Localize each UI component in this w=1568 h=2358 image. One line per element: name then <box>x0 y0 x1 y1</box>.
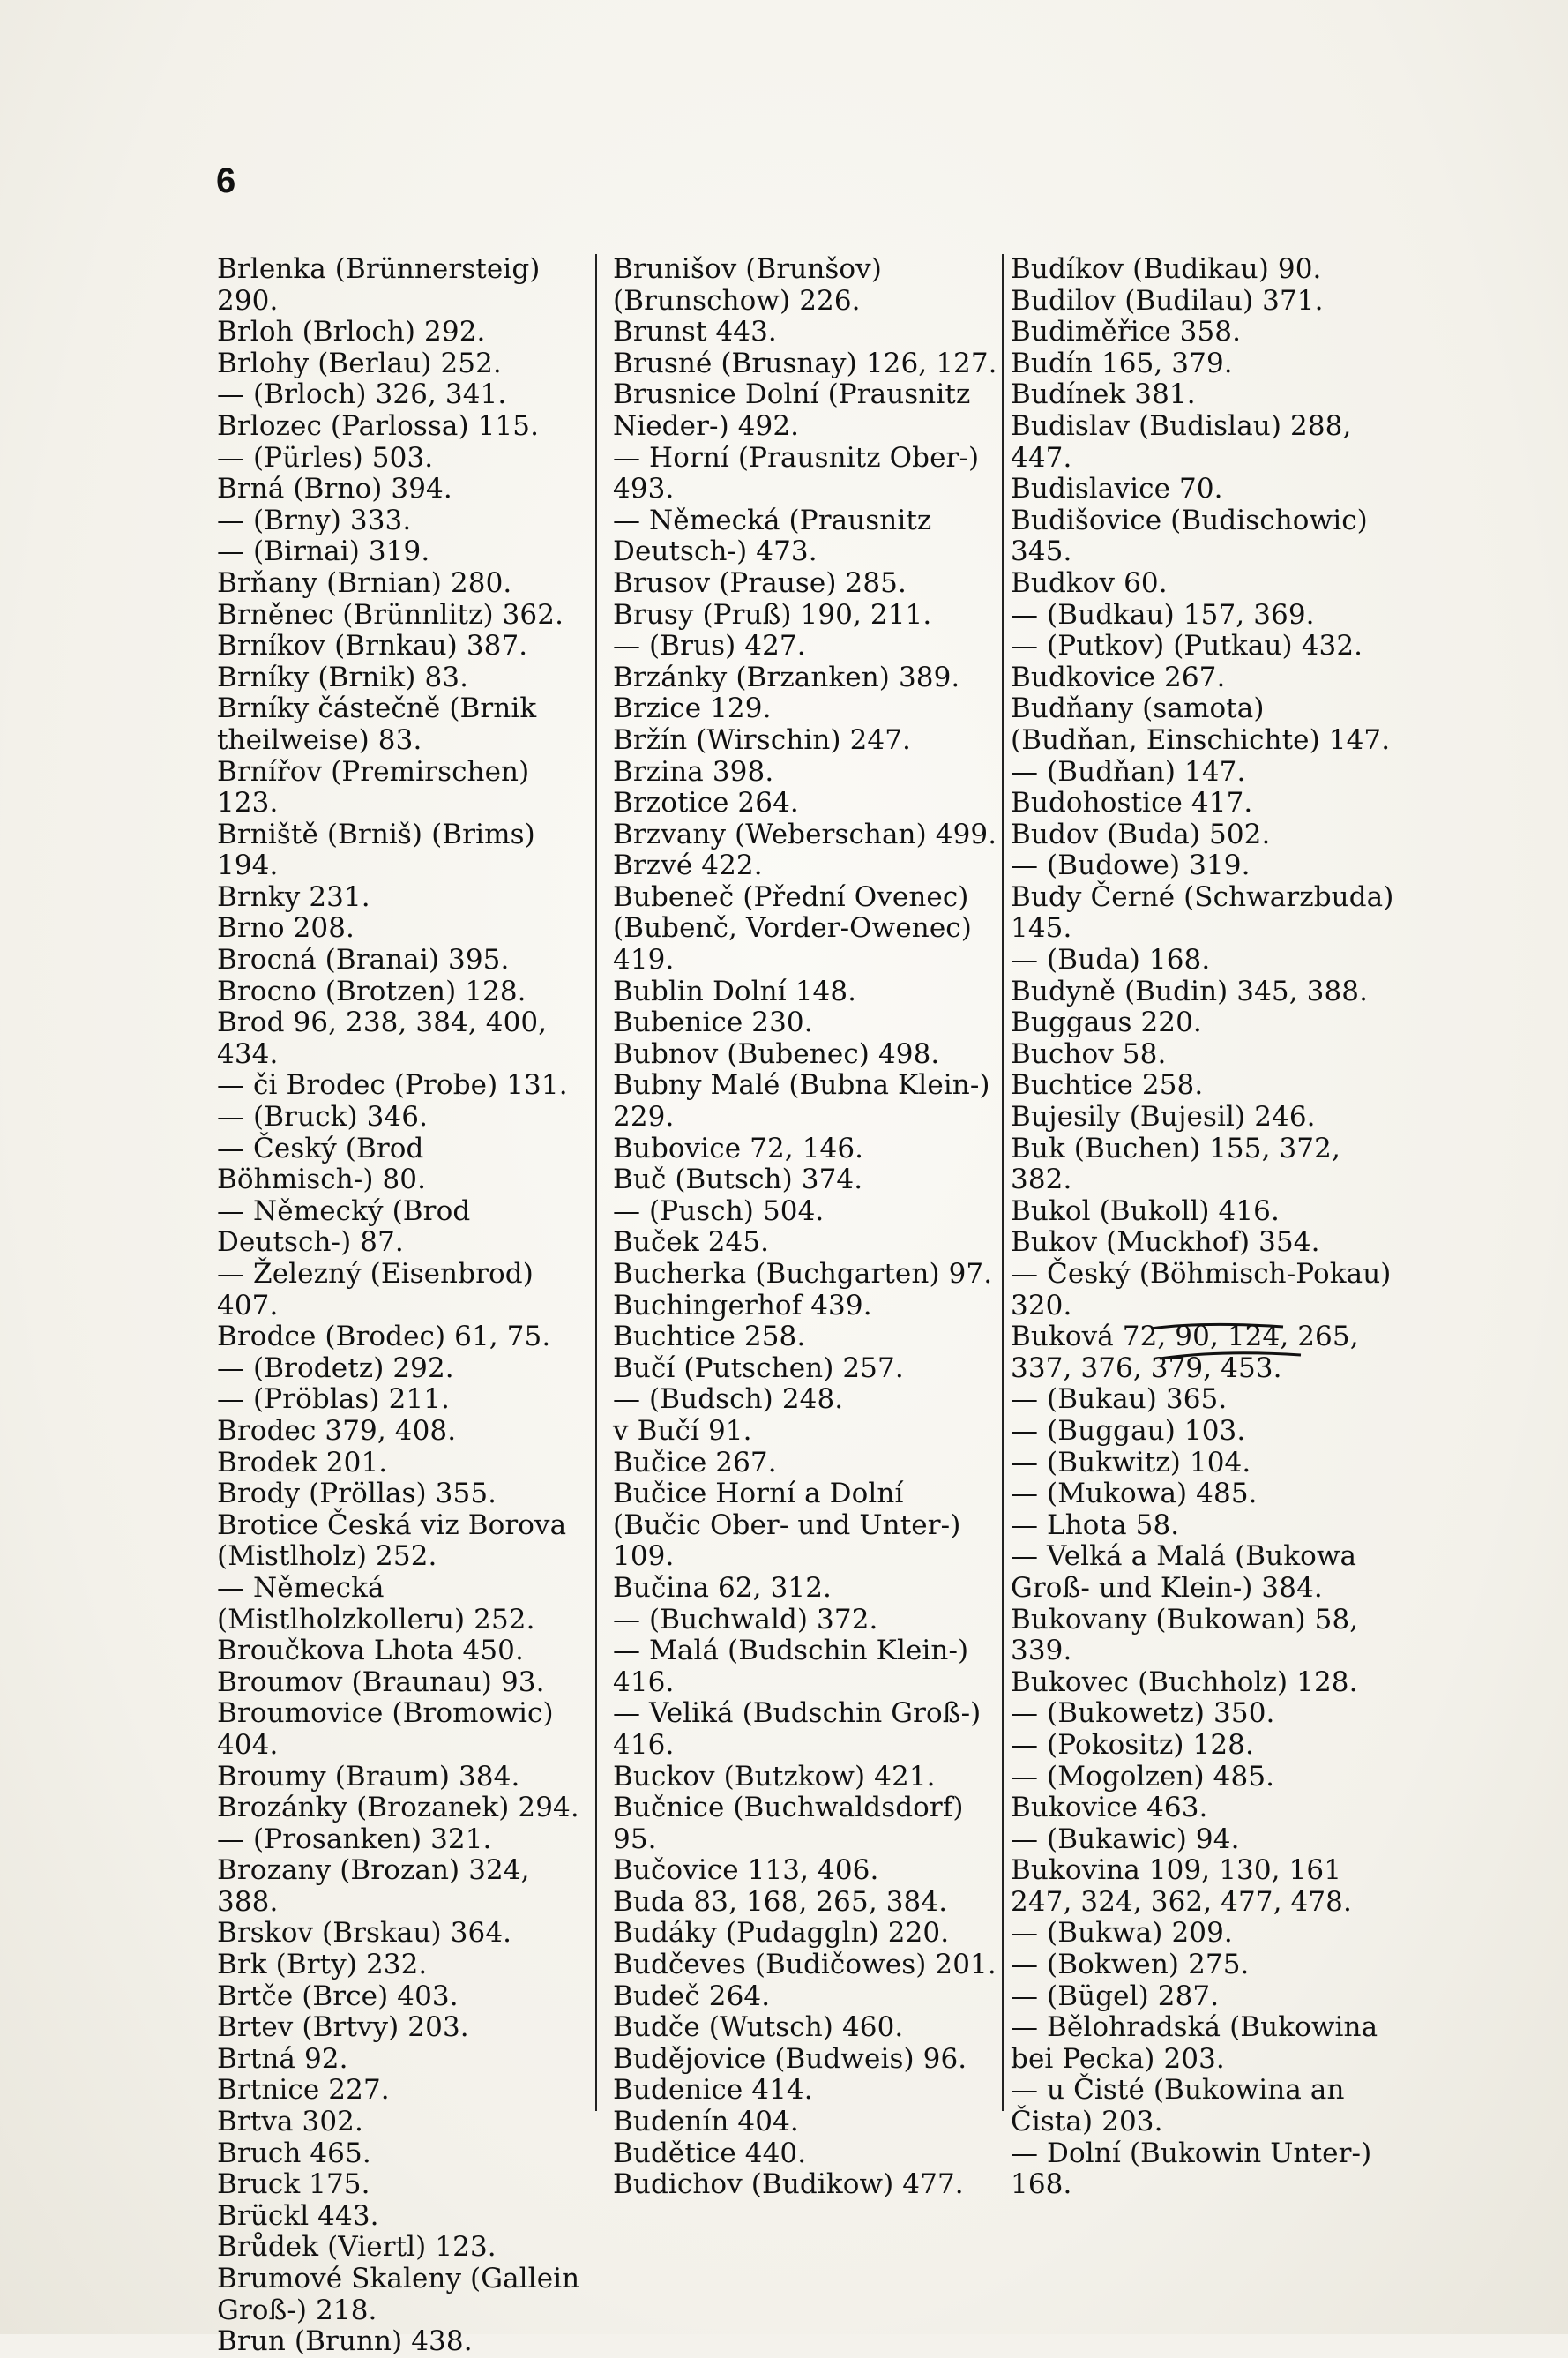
index-entry: Buchingerhof 439. <box>613 1289 872 1321</box>
index-entry: — Německý (Brod Deutsch-) 87. <box>217 1194 471 1259</box>
index-entry: Brody (Pröllas) 355. <box>217 1478 497 1510</box>
index-entry: Broučkova Lhota 450. <box>217 1635 524 1667</box>
index-entry: Brtev (Brtvy) 203. <box>217 2011 469 2044</box>
index-entry: — (Buda) 168. <box>1011 944 1211 977</box>
index-entry: Budínek 381. <box>1011 378 1196 411</box>
index-entry: — Horní (Prausnitz Ober-) 493. <box>613 441 980 505</box>
column-divider <box>595 254 597 2111</box>
index-entry: — (Bokwen) 275. <box>1011 1949 1250 1981</box>
index-entry: Brusov (Prause) 285. <box>613 566 907 599</box>
index-entry: Brzánky (Brzanken) 389. <box>613 661 960 693</box>
index-entry: Buckov (Butzkow) 421. <box>613 1760 936 1793</box>
index-entry: Brod 96, 238, 384, 400, 434. <box>217 1007 548 1070</box>
index-column-1 <box>217 254 587 2358</box>
index-entry: Broumovice (Bromowic) 404. <box>217 1697 554 1761</box>
index-entry: — (Mukowa) 485. <box>1011 1478 1258 1510</box>
index-entry: Brusné (Brusnay) 126, 127. <box>613 347 997 379</box>
index-entry: Bubnov (Bubenec) 498. <box>613 1037 940 1070</box>
index-entry: Budilov (Budilau) 371. <box>1011 284 1324 317</box>
index-entry: Brunst 443. <box>613 316 777 348</box>
index-entry: Buchtice 258. <box>1011 1069 1204 1102</box>
index-entry: — (Budkau) 157, 369. <box>1011 598 1315 631</box>
index-entry: Budčeves (Budičowes) 201. <box>613 1949 997 1981</box>
index-entry: Brusy (Pruß) 190, 211. <box>613 598 932 631</box>
index-entry: Budiměřice 358. <box>1011 316 1242 348</box>
index-entry: Brnířov (Premirschen) 123. <box>217 755 530 820</box>
index-entry: — (Bukowetz) 350. <box>1011 1697 1275 1730</box>
index-entry: Brlohy (Berlau) 252. <box>217 347 502 379</box>
index-entry: — Malá (Budschin Klein-) 416. <box>613 1635 969 1698</box>
index-entry: Brtva 302. <box>217 2106 363 2138</box>
index-entry: Brun (Brunn) 438. <box>217 2325 473 2358</box>
index-entry: — (Pürles) 503. <box>217 441 434 474</box>
index-entry: Budišovice (Budischowic) 345. <box>1011 504 1368 568</box>
index-entry: Brniště (Brniš) (Brims) 194. <box>217 818 535 882</box>
index-entry: Brno 208. <box>217 912 355 945</box>
index-entry: — (Brny) 333. <box>217 504 412 536</box>
index-entry: Bubovice 72, 146. <box>613 1132 864 1164</box>
index-entry: Budenín 404. <box>613 2106 799 2138</box>
index-entry: Budy Černé (Schwarzbuda) 145. <box>1011 880 1394 945</box>
index-entry: — (Bügel) 287. <box>1011 1980 1220 2012</box>
index-entry: Bučina 62, 312. <box>613 1571 833 1604</box>
index-entry: Bruch 465. <box>217 2137 371 2169</box>
index-entry: Buchtice 258. <box>613 1321 806 1353</box>
index-entry: Bujesily (Bujesil) 246. <box>1011 1101 1316 1134</box>
index-entry: — (Budsch) 248. <box>613 1383 844 1416</box>
index-entry: — (Brloch) 326, 341. <box>217 378 507 411</box>
index-entry: Budíkov (Budikau) 90. <box>1011 253 1322 285</box>
index-entry: Brlenka (Brünnersteig) 290. <box>217 253 541 317</box>
index-entry: Brodek 201. <box>217 1446 388 1478</box>
index-entry: — či Brodec (Probe) 131. <box>217 1069 568 1102</box>
index-entry: Budislav (Budislau) 288, 447. <box>1011 409 1352 474</box>
index-entry: Buggaus 220. <box>1011 1007 1202 1039</box>
index-entry: Broumy (Braum) 384. <box>217 1760 520 1793</box>
index-entry: — Český (Brod Böhmisch-) 80. <box>217 1132 427 1196</box>
index-entry: Brzice 129. <box>613 692 772 725</box>
index-entry: — Český (Böhmisch-Pokau) 320. <box>1011 1258 1392 1321</box>
index-entry: — (Pusch) 504. <box>613 1194 825 1227</box>
index-entry: Brodec 379, 408. <box>217 1414 457 1447</box>
index-entry: — Bělohradská (Bukowina bei Pecka) 203. <box>1011 2011 1378 2075</box>
index-entry: — (Bruck) 346. <box>217 1101 429 1134</box>
index-entry: Budkov 60. <box>1011 566 1168 599</box>
index-entry: Brůdek (Viertl) 123. <box>217 2231 497 2264</box>
index-entry: — Železný (Eisenbrod) 407. <box>217 1258 534 1321</box>
index-entry: Budějovice (Budweis) 96. <box>613 2042 967 2075</box>
index-entry: — Lhota 58. <box>1011 1508 1180 1541</box>
index-entry: — Dolní (Bukowin Unter-) 168. <box>1011 2137 1372 2201</box>
index-entry: Brocno (Brotzen) 128. <box>217 975 526 1007</box>
index-entry: Brnky 231. <box>217 880 370 913</box>
index-entry: Brzvé 422. <box>613 850 763 882</box>
index-entry: — (Bukau) 365. <box>1011 1383 1228 1416</box>
index-entry: Brzina 398. <box>613 755 774 788</box>
index-entry: Brtná 92. <box>217 2042 348 2075</box>
index-entry: — (Buggau) 103. <box>1011 1414 1246 1447</box>
index-entry: Bukol (Bukoll) 416. <box>1011 1194 1280 1227</box>
index-entry: Budáky (Pudaggln) 220. <box>613 1917 950 1950</box>
index-entry: Budín 165, 379. <box>1011 347 1233 379</box>
index-entry: Broumov (Braunau) 93. <box>217 1666 545 1698</box>
index-entry: — (Mogolzen) 485. <box>1011 1760 1275 1793</box>
index-entry: Budov (Buda) 502. <box>1011 818 1271 850</box>
index-entry: Brusnice Dolní (Prausnitz Nieder-) 492. <box>613 378 971 442</box>
index-entry: Budeč 264. <box>613 1980 771 2012</box>
index-entry: Brskov (Brskau) 364. <box>217 1917 512 1950</box>
index-entry: Budětice 440. <box>613 2137 807 2169</box>
index-entry: Brotice Česká viz Borova (Mistlholz) 252. <box>217 1508 567 1573</box>
index-entry: Bublin Dolní 148. <box>613 975 857 1007</box>
index-entry: — (Budowe) 319. <box>1011 850 1251 882</box>
index-entry: — (Pröblas) 211. <box>217 1383 451 1416</box>
index-entry: Buč (Butsch) 374. <box>613 1164 863 1196</box>
index-entry: Bukovany (Bukowan) 58, 339. <box>1011 1603 1359 1667</box>
index-entry: — (Pokositz) 128. <box>1011 1728 1254 1761</box>
index-entry: — (Bukawic) 94. <box>1011 1823 1240 1855</box>
index-entry: Bukovice 463. <box>1011 1792 1208 1824</box>
index-entry: — (Brus) 427. <box>613 630 806 662</box>
index-entry: — Německá (Prausnitz Deutsch-) 473. <box>613 504 932 568</box>
index-entry: v Bučí 91. <box>613 1414 752 1447</box>
index-entry: Bruck 175. <box>217 2168 370 2201</box>
index-entry: Brodce (Brodec) 61, 75. <box>217 1321 551 1353</box>
index-entry: Brníky částečně (Brnik theilweise) 83. <box>217 692 537 756</box>
column-divider <box>1002 254 1004 2111</box>
index-entry: — Velká a Malá (Bukowa Groß- und Klein-) 384. <box>1011 1540 1357 1604</box>
index-entry: Brníky (Brnik) 83. <box>217 661 469 693</box>
page-number: 6 <box>216 161 236 200</box>
index-entry: Brníkov (Brnkau) 387. <box>217 630 528 662</box>
index-entry: Brozánky (Brozanek) 294. <box>217 1792 579 1824</box>
index-entry: Bučovice 113, 406. <box>613 1854 879 1887</box>
index-entry: — (Prosanken) 321. <box>217 1823 492 1855</box>
index-entry: — (Bukwa) 209. <box>1011 1917 1233 1950</box>
index-entry: Budkovice 267. <box>1011 661 1226 693</box>
index-entry: Bubny Malé (Bubna Klein-) 229. <box>613 1069 990 1134</box>
index-entry: Bučice Horní a Dolní (Bučic Ober- und Unter-) 109. <box>613 1478 961 1573</box>
index-entry: Bučnice (Buchwaldsdorf) 95. <box>613 1792 964 1855</box>
handwritten-underline-mark <box>1151 1323 1310 1376</box>
index-entry: Brtče (Brce) 403. <box>217 1980 459 2012</box>
index-entry: Brloh (Brloch) 292. <box>217 316 486 348</box>
index-entry: — (Buchwald) 372. <box>613 1603 878 1636</box>
index-column-3 <box>1011 254 1399 2201</box>
index-entry: Brunišov (Brunšov) (Brunschow) 226. <box>613 253 882 317</box>
index-entry: — (Brodetz) 292. <box>217 1351 454 1384</box>
index-entry: Bucherka (Buchgarten) 97. <box>613 1258 993 1290</box>
index-entry: Brozany (Brozan) 324, 388. <box>217 1854 530 1918</box>
index-entry: Brk (Brty) 232. <box>217 1949 428 1981</box>
index-entry: — Veliká (Budschin Groß-) 416. <box>613 1697 982 1761</box>
index-entry: Bukovec (Buchholz) 128. <box>1011 1666 1358 1698</box>
index-entry: — Německá (Mistlholzkolleru) 252. <box>217 1571 535 1636</box>
index-entry: — (Putkov) (Putkau) 432. <box>1011 630 1363 662</box>
index-entry: Budňany (samota) (Budňan, Einschichte) 147. <box>1011 692 1391 756</box>
index-entry: Buková 72, 90, 124, 265, 337, 376, 379, 453. <box>1011 1321 1359 1384</box>
index-entry: — u Čisté (Bukowina an Čista) 203. <box>1011 2074 1345 2138</box>
index-entry: Bubeneč (Přední Ovenec) (Bubenč, Vorder-Owenec) 419. <box>613 880 972 977</box>
index-entry: Brocná (Branai) 395. <box>217 944 510 977</box>
index-entry: Budislavice 70. <box>1011 473 1223 505</box>
index-entry: Brněnec (Brünnlitz) 362. <box>217 598 564 631</box>
index-entry: Brlozec (Parlossa) 115. <box>217 409 540 442</box>
index-entry: — (Birnai) 319. <box>217 535 430 568</box>
index-entry: Brumové Skaleny (Gallein Groß-) 218. <box>217 2263 580 2326</box>
index-entry: Bukovina 109, 130, 161 247, 324, 362, 477, 478. <box>1011 1854 1352 1918</box>
index-entry: Budyně (Budin) 345, 388. <box>1011 975 1369 1007</box>
index-entry: Brtnice 227. <box>217 2074 390 2107</box>
index-entry: Brzotice 264. <box>613 787 799 820</box>
index-entry: — (Bukwitz) 104. <box>1011 1446 1251 1478</box>
index-entry: Bučí (Putschen) 257. <box>613 1351 904 1384</box>
index-entry: Budče (Wutsch) 460. <box>613 2011 904 2044</box>
index-entry: Bučice 267. <box>613 1446 777 1478</box>
index-entry: Budenice 414. <box>613 2074 813 2107</box>
index-entry: Buda 83, 168, 265, 384. <box>613 1885 948 1918</box>
index-entry: Buchov 58. <box>1011 1037 1167 1070</box>
index-entry: Buček 245. <box>613 1226 770 1259</box>
index-entry: Bržín (Wirschin) 247. <box>613 723 911 756</box>
index-column-2 <box>613 254 999 2201</box>
index-entry: Bubenice 230. <box>613 1007 813 1039</box>
index-entry: Budohostice 417. <box>1011 787 1253 820</box>
index-entry: — (Budňan) 147. <box>1011 755 1246 788</box>
index-entry: Brückl 443. <box>217 2199 379 2232</box>
index-entry: Brňany (Brnian) 280. <box>217 566 512 599</box>
index-entry: Brzvany (Weberschan) 499. <box>613 818 997 850</box>
index-entry: Budichov (Budikow) 477. <box>613 2168 964 2201</box>
index-entry: Brná (Brno) 394. <box>217 473 452 505</box>
index-entry: Buk (Buchen) 155, 372, 382. <box>1011 1132 1340 1196</box>
index-entry: Bukov (Muckhof) 354. <box>1011 1226 1320 1259</box>
